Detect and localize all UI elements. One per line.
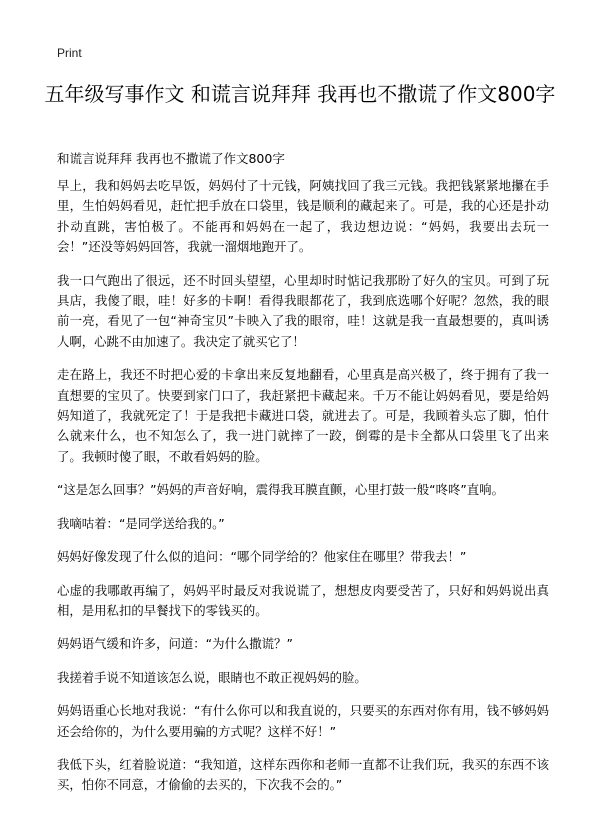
paragraph-1: 早上，我和妈妈去吃早饭，妈妈付了十元钱，阿姨找回了我三元钱。我把钱紧紧地攥在手里，生怕妈妈看见，赶忙把手放在口袋里，钱是顺利的藏起来了。可是，我的心还是扑动扑动直跳，害怕极了。不能再和妈妈在一起了，我边想边说：“妈妈，我要出去玩一会！”还没等妈妈回答，我就一溜烟地跑开了。	[57, 178, 549, 255]
paragraph-2: 我一口气跑出了很远，还不时回头望望，心里却时时惦记我那盼了好久的宝贝。可到了玩具店，我傻了眼，哇！好多的卡啊！看得我眼都花了，我到底选哪个好呢？忽然，我的眼前一亮，看见了一包“神奇宝贝”卡映入了我的眼帘，哇！这就是我一直最想要的，真叫诱人啊，心跳不由加速了。我决定了就买它了！	[57, 272, 549, 349]
paragraph-11: 我低下头，红着脸说道：“我知道，这样东西你和老师一直都不让我们玩，我买的东西不该买，怕你不同意，才偷偷的去买的，下次我不会的。”	[57, 756, 549, 793]
print-link[interactable]: Print	[57, 46, 82, 60]
paragraph-7: 心虚的我哪敢再编了，妈妈平时最反对我说谎了，想想皮肉要受苦了，只好和妈妈说出真相，是用私扣的早餐找下的零钱买的。	[57, 582, 549, 618]
paragraph-3: 走在路上，我还不时把心爱的卡拿出来反复地翻看，心里真是高兴极了，终于拥有了我一直想要的宝贝了。快要到家门口了，我赶紧把卡藏起来。千万不能让妈妈看见，要是给妈妈知道了，我就死定了！于是我把卡藏进口袋，就进去了。可是，我顾着头忘了脚，怕什么就来什么，也不知怎么了，我一进门就摔了一跤，倒霉的是卡全都从口袋里飞了出来了。我顿时傻了眼，不敢看妈妈的脸。	[57, 367, 549, 464]
paragraph-9: 我搓着手说不知道该怎么说，眼睛也不敢正视妈妈的脸。	[57, 669, 367, 685]
paragraph-8: 妈妈语气缓和许多，问道：“为什么撒谎？”	[57, 636, 293, 652]
paragraph-5: 我嘀咕着：“是同学送给我的。”	[57, 515, 225, 531]
paragraph-10: 妈妈语重心长地对我说：“有什么你可以和我直说的，只要买的东西对你有用，钱不够妈妈还会给你的，为什么要用骗的方式呢？这样不好！”	[57, 703, 549, 739]
paragraph-4: “这是怎么回事？”妈妈的声音好响，震得我耳膜直颤，心里打鼓一般“咚咚”直响。	[57, 482, 504, 498]
article-title: 五年级写事作文 和谎言说拜拜 我再也不撒谎了作文800字	[44, 82, 556, 106]
article-body	[57, 176, 549, 809]
article-subtitle: 和谎言说拜拜 我再也不撒谎了作文800字	[57, 151, 285, 166]
paragraph-6: 妈妈好像发现了什么似的追问：“哪个同学给的？他家住在哪里？带我去！”	[57, 549, 467, 565]
